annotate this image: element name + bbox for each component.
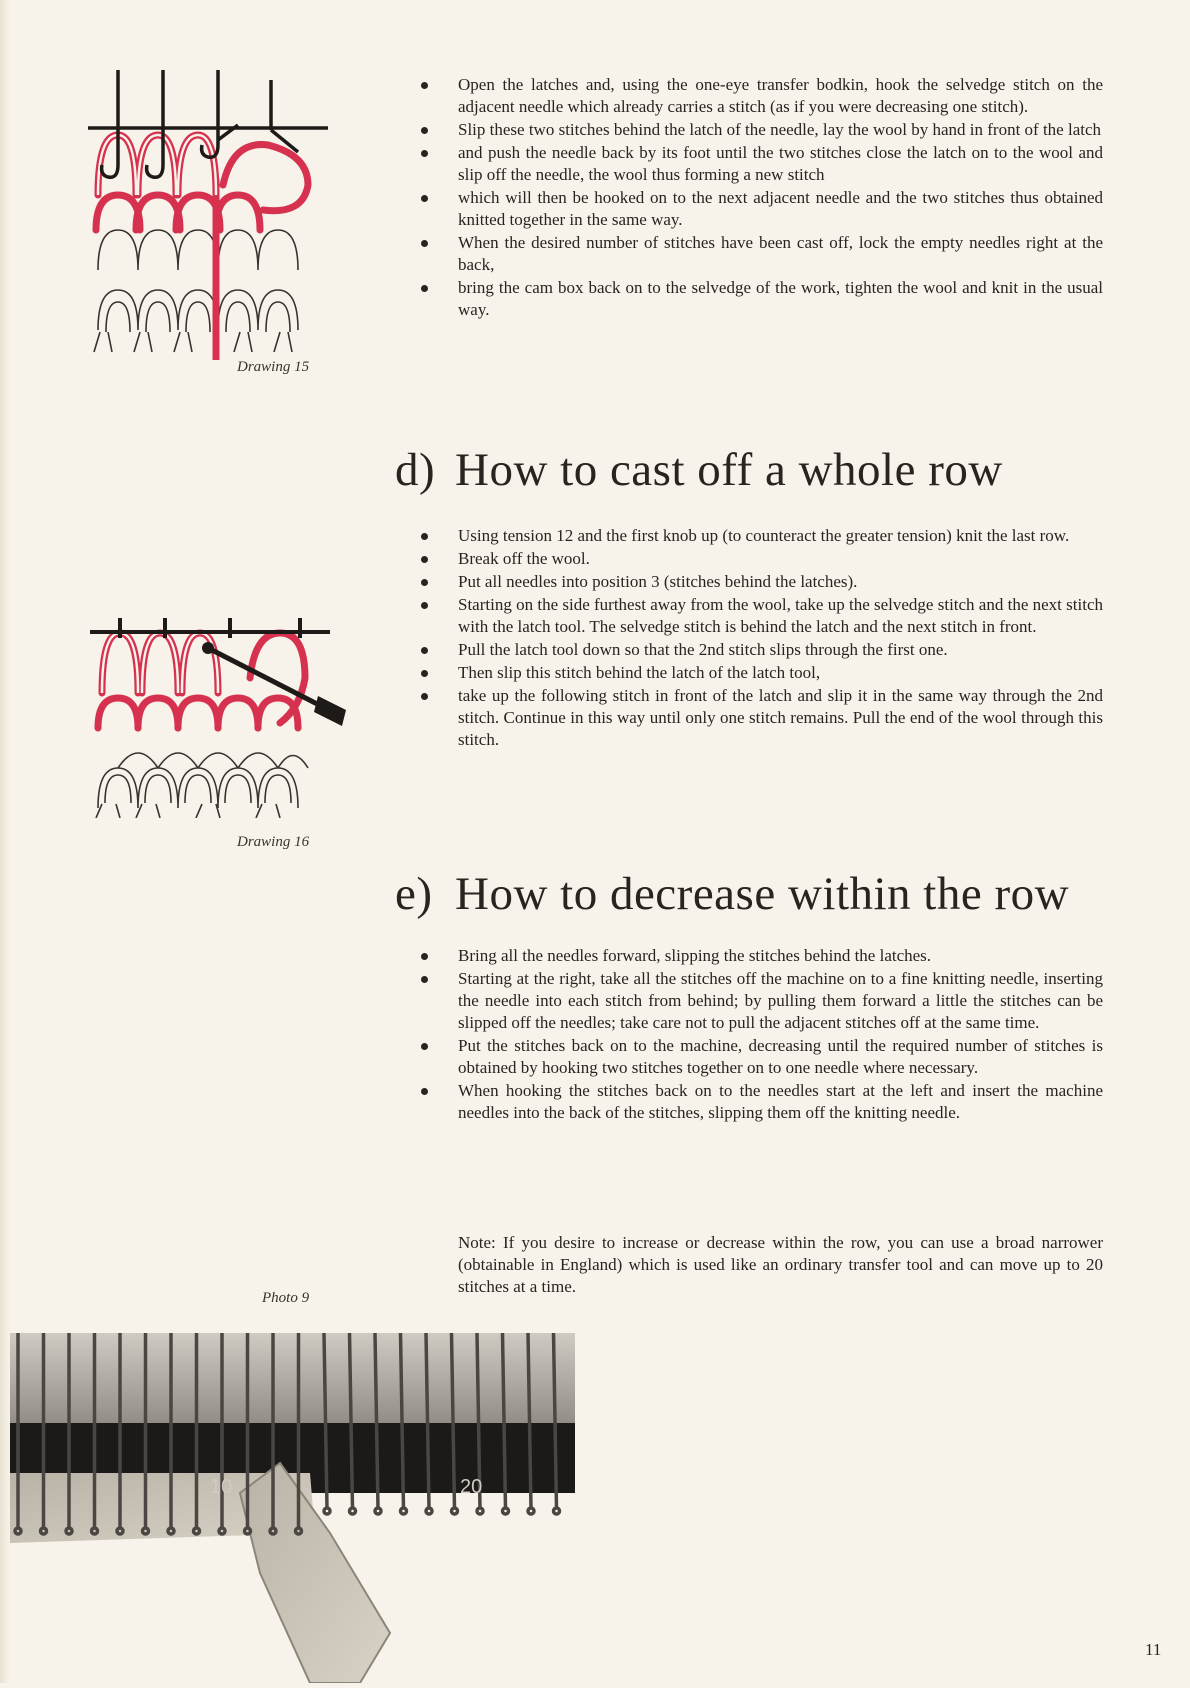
knitting-machine-photo-icon [10, 1333, 575, 1683]
list-item: Starting on the side furthest away from the wool, take up the selvedge stitch and the next stitch with the latch tool. The selvedge stitch is behind the latch and the next stitch in front. [423, 594, 1103, 638]
list-item: Open the latches and, using the one-eye transfer bodkin, hook the selvedge stitch on the adjacent needle which already carries a stitch (as if you were decreasing one stitch). [423, 74, 1103, 118]
needle-hook [528, 1508, 534, 1514]
drawing-16-illustration [90, 618, 360, 818]
needle-hook [375, 1508, 381, 1514]
section-e-title: How to decrease within the row [455, 868, 1070, 920]
list-item: Starting at the right, take all the stitches off the machine on to a fine knitting needle, inserting the needle into each stitch from behind; by pulling them forward a little the stitches can be slipped off the needles; take care not to pull the adjacent stitches off at the same time. [423, 968, 1103, 1034]
list-item: bring the cam box back on to the selvedge of the work, tighten the wool and knit in the usual way. [423, 277, 1103, 321]
drawing-16-caption: Drawing 16 [237, 834, 310, 850]
needle-hook [452, 1508, 458, 1514]
latch-tool-cast-off-diagram-icon [90, 618, 360, 818]
drawing-15-caption: Drawing 15 [237, 359, 310, 375]
section-d-heading [395, 442, 1003, 498]
needle-number-20: 20 [460, 1476, 483, 1498]
needle-hook [477, 1508, 483, 1514]
section-e-letter: e) [395, 868, 433, 920]
needle-hook [350, 1508, 356, 1514]
section-d-list [423, 525, 1103, 752]
photo-9-knitting-machine [10, 1333, 575, 1683]
needle-hook [401, 1508, 407, 1514]
needle-hook [503, 1508, 509, 1514]
list-item: Slip these two stitches behind the latch of the needle, lay the wool by hand in front of the latch [423, 119, 1103, 141]
list-item: Put the stitches back on to the machine, decreasing until the required number of stitches is obtained by hooking two stitches together on to one needle where necessary. [423, 1035, 1103, 1079]
photo-9-caption: Photo 9 [262, 1290, 310, 1306]
drawing-15-illustration [88, 70, 353, 360]
list-item: When the desired number of stitches have been cast off, lock the empty needles right at the back, [423, 232, 1103, 276]
top-instruction-list [423, 74, 1103, 322]
page-edge [0, 0, 10, 1683]
list-item: Pull the latch tool down so that the 2nd stitch slips through the first one. [423, 639, 1103, 661]
section-e-note: Note: If you desire to increase or decrease within the row, you can use a broad narrower (obtainable in England) which is used like an ordinary transfer tool and can move up to 20 stitches at a time. [458, 1233, 1103, 1296]
list-item: which will then be hooked on to the next adjacent needle and the two stitches thus obtained knitted together in the same way. [423, 187, 1103, 231]
list-item: take up the following stitch in front of the latch and slip it in the same way through the 2nd stitch. Continue in this way until only one stitch remains. Pull the end of the wool through this stitch. [423, 685, 1103, 751]
list-item: When hooking the stitches back on to the needles start at the left and insert the machine needles into the back of the stitches, slipping them off the knitting needle. [423, 1080, 1103, 1124]
list-item: and push the needle back by its foot until the two stitches close the latch on to the wool and slip off the needle, the wool thus forming a new stitch [423, 142, 1103, 186]
needle-number-10: 10 [210, 1476, 233, 1498]
page-number: 11 [1145, 1640, 1162, 1659]
list-item: Put all needles into position 3 (stitches behind the latches). [423, 571, 1103, 593]
needle-hook [324, 1508, 330, 1514]
needle-hook [426, 1508, 432, 1514]
knitting-stitch-diagram-icon [88, 70, 353, 360]
needle-hook [554, 1508, 560, 1514]
section-e-heading [395, 866, 1069, 922]
list-item: Then slip this stitch behind the latch of the latch tool, [423, 662, 1103, 684]
section-d-letter: d) [395, 444, 436, 496]
list-item: Bring all the needles forward, slipping the stitches behind the latches. [423, 945, 1103, 967]
section-d-title: How to cast off a whole row [455, 444, 1003, 496]
list-item: Using tension 12 and the first knob up (to counteract the greater tension) knit the last row. [423, 525, 1103, 547]
section-e-list [423, 945, 1103, 1125]
list-item: Break off the wool. [423, 548, 1103, 570]
